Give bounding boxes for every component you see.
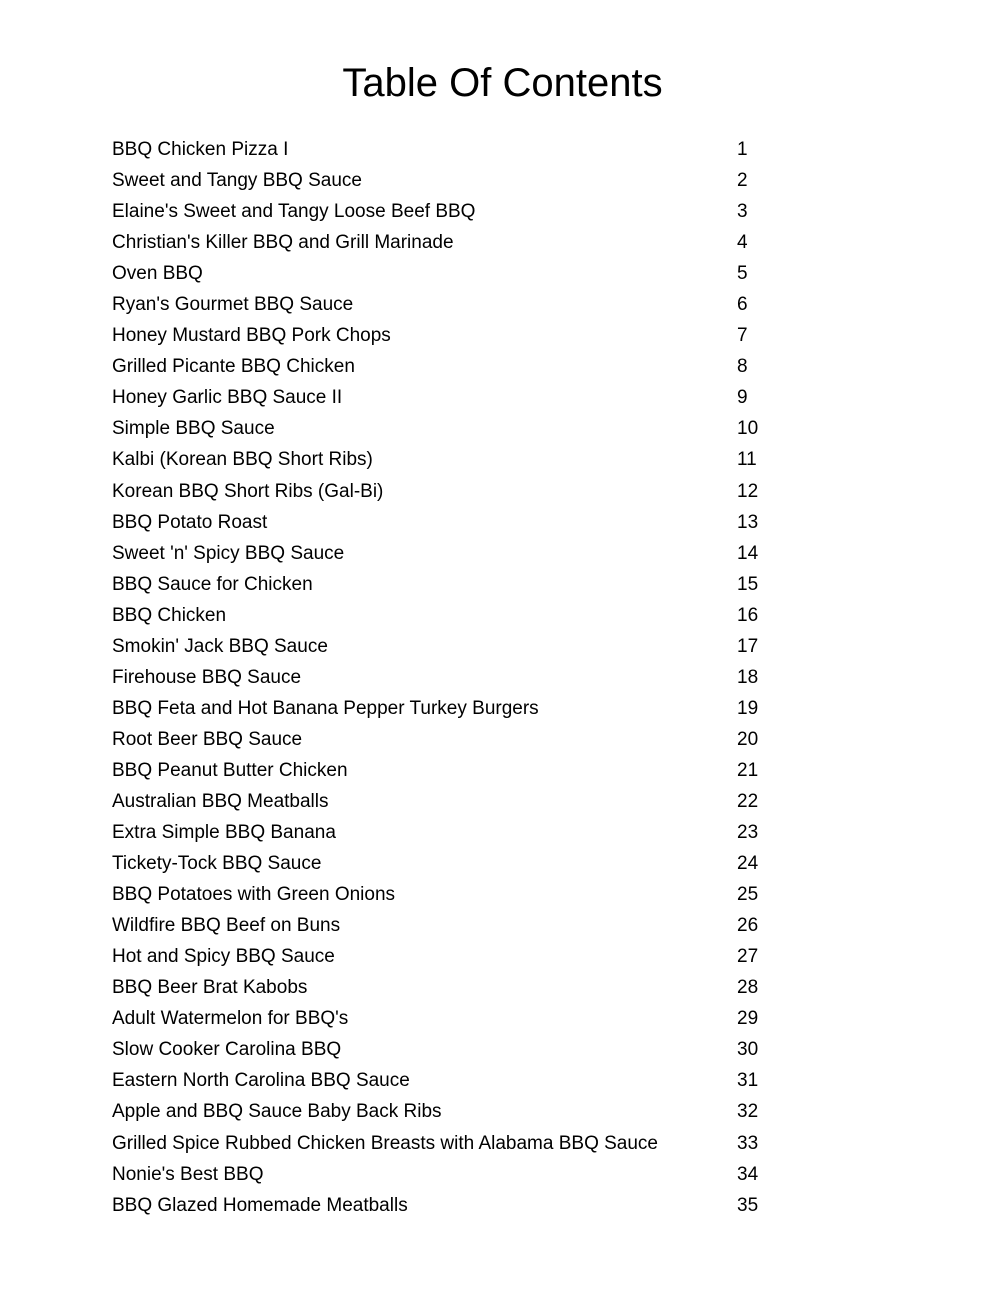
toc-entry[interactable] [112,293,792,324]
toc-entry-title: Root Beer BBQ Sauce [112,728,303,750]
toc-entry-page-number: 18 [737,666,759,688]
toc-entry[interactable] [112,542,792,573]
toc-entry[interactable] [112,1038,792,1069]
toc-entry-page-number: 16 [737,604,759,626]
toc-entry-page-number: 29 [737,1008,759,1030]
toc-entry[interactable] [112,1069,792,1100]
toc-entry-title: BBQ Glazed Homemade Meatballs [112,1194,408,1216]
toc-entry-page-number: 17 [737,635,759,657]
toc-entry-page-number: 19 [737,697,759,719]
toc-entry-page-number: 1 [737,139,748,160]
toc-entry-page-number: 3 [737,201,748,223]
toc-entry-title: Sweet 'n' Spicy BBQ Sauce [112,542,345,564]
toc-entry-title: Christian's Killer BBQ and Grill Marinade [112,232,454,254]
toc-entry-title: Extra Simple BBQ Banana [112,822,336,844]
toc-entry-title: Korean BBQ Short Ribs (Gal-Bi) [112,480,384,502]
toc-entry-page-number: 8 [737,356,748,378]
toc-entry-page-number: 13 [737,511,759,533]
toc-entry-title: Honey Garlic BBQ Sauce II [112,387,343,409]
toc-entry-page-number: 2 [737,170,748,192]
toc-entry-page-number: 7 [737,325,748,347]
toc-entry[interactable] [112,480,792,511]
toc-entry-page-number: 14 [737,542,759,564]
toc-entry-title: BBQ Feta and Hot Banana Pepper Turkey Burgers [112,697,539,719]
toc-entry-page-number: 32 [737,1101,759,1123]
toc-entry-title: BBQ Beer Brat Kabobs [112,977,308,999]
toc-entry-title: Oven BBQ [112,263,203,285]
toc-entry[interactable] [112,1132,792,1163]
toc-entry[interactable] [112,262,792,293]
toc-entry[interactable] [112,728,792,759]
page-title: Table Of Contents [342,61,663,105]
toc-entry[interactable] [112,417,792,448]
toc-entry-page-number: 27 [737,946,759,968]
toc-entry-page-number: 33 [737,1132,759,1154]
toc-entry[interactable] [112,200,792,231]
toc-entry[interactable] [112,1007,792,1038]
toc-entry-title: Tickety-Tock BBQ Sauce [112,853,322,875]
toc-entry-title: Kalbi (Korean BBQ Short Ribs) [112,449,373,471]
toc-entry-title: Elaine's Sweet and Tangy Loose Beef BBQ [112,201,476,223]
toc-entry[interactable] [112,852,792,883]
toc-entry[interactable] [112,355,792,386]
toc-entry-title: Grilled Picante BBQ Chicken [112,356,355,378]
toc-entry[interactable] [112,666,792,697]
toc-entry[interactable] [112,697,792,728]
toc-entry[interactable] [112,138,792,169]
toc-entry-page-number: 11 [737,449,757,471]
toc-entry-page-number: 31 [737,1070,759,1092]
toc-entry-page-number: 6 [737,294,748,316]
toc-entry-page-number: 5 [737,263,748,285]
toc-entry-page-number: 28 [737,977,759,999]
toc-entry-title: Australian BBQ Meatballs [112,790,329,812]
toc-entry[interactable] [112,976,792,1007]
toc-entry-title: Smokin' Jack BBQ Sauce [112,635,328,657]
toc-entry-page-number: 21 [737,759,759,781]
toc-entry-page-number: 34 [737,1163,759,1185]
toc-entry[interactable] [112,1100,792,1131]
toc-entry-title: BBQ Potato Roast [112,511,268,533]
toc-entry-page-number: 25 [737,884,759,906]
toc-entry[interactable] [112,945,792,976]
toc-entry[interactable] [112,169,792,200]
toc-entry-title: BBQ Chicken Pizza I [112,139,289,160]
toc-entry-page-number: 22 [737,790,759,812]
toc-entry-title: Simple BBQ Sauce [112,418,275,440]
toc-entry[interactable] [112,386,792,417]
toc-entry[interactable] [112,448,792,479]
toc-entry-title: BBQ Peanut Butter Chicken [112,759,348,781]
toc-entry-title: Slow Cooker Carolina BBQ [112,1039,342,1061]
toc-entry-page-number: 35 [737,1194,759,1216]
toc-entry[interactable] [112,573,792,604]
toc-entry-page-number: 23 [737,822,759,844]
toc-entry-title: Wildfire BBQ Beef on Buns [112,915,341,937]
toc-entry[interactable] [112,883,792,914]
toc-entry-title: Firehouse BBQ Sauce [112,666,302,688]
table-of-contents [112,138,792,1225]
toc-entry-title: BBQ Potatoes with Green Onions [112,884,396,906]
toc-entry[interactable] [112,324,792,355]
toc-entry-page-number: 9 [737,387,748,409]
toc-entry-title: Ryan's Gourmet BBQ Sauce [112,294,354,316]
toc-entry[interactable] [112,821,792,852]
toc-entry[interactable] [112,914,792,945]
toc-entry[interactable] [112,759,792,790]
toc-entry-title: BBQ Sauce for Chicken [112,573,313,595]
toc-entry-page-number: 10 [737,418,759,440]
toc-entry-title: Honey Mustard BBQ Pork Chops [112,325,391,347]
toc-entry-title: Adult Watermelon for BBQ's [112,1008,349,1030]
toc-entry-page-number: 30 [737,1039,759,1061]
toc-entry[interactable] [112,511,792,542]
toc-entry-title: Eastern North Carolina BBQ Sauce [112,1070,410,1092]
toc-entry[interactable] [112,790,792,821]
toc-entry-title: BBQ Chicken [112,604,227,626]
toc-entry-title: Nonie's Best BBQ [112,1163,264,1185]
toc-entry-page-number: 12 [737,480,759,502]
toc-entry-title: Sweet and Tangy BBQ Sauce [112,170,362,192]
toc-entry[interactable] [112,1163,792,1194]
toc-entry-page-number: 15 [737,573,759,595]
toc-entry-page-number: 20 [737,728,759,750]
toc-entry-page-number: 4 [737,232,748,254]
toc-entry[interactable] [112,231,792,262]
toc-entry[interactable] [112,1194,792,1225]
toc-entry-title: Hot and Spicy BBQ Sauce [112,946,335,968]
toc-entry-page-number: 26 [737,915,759,937]
toc-entry[interactable] [112,635,792,666]
toc-entry[interactable] [112,604,792,635]
toc-entry-title: Grilled Spice Rubbed Chicken Breasts with Alabama BBQ Sauce [112,1132,658,1154]
toc-entry-page-number: 24 [737,853,759,875]
toc-entry-title: Apple and BBQ Sauce Baby Back Ribs [112,1101,442,1123]
